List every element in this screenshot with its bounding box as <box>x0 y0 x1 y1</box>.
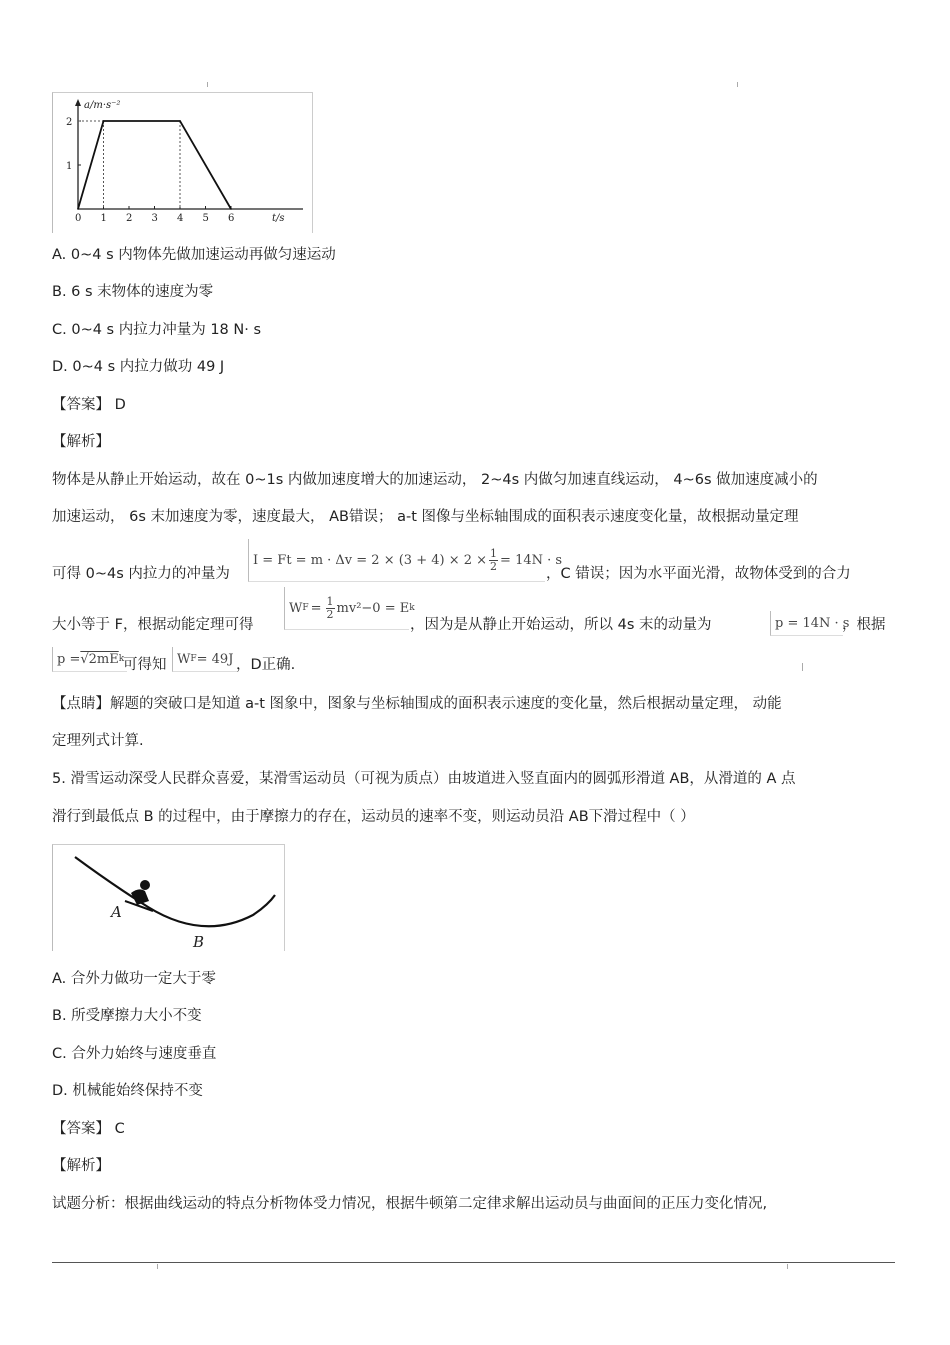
work-value-formula: W F = 49J <box>172 647 237 672</box>
q5-option-b: B. 所受摩擦力大小不变 <box>52 1008 202 1024</box>
at-graph-figure <box>52 92 313 233</box>
q4-option-d: D. 0~4 s 内拉力做功 49 J <box>52 359 225 375</box>
q4-analysis-line: 加速运动， 6s 末加速度为零，速度最大， AB错误； a-t 图像与坐标轴围成的面积表示速度变化量，故根据动量定理 <box>52 509 799 525</box>
q5-analysis-line: 试题分析：根据曲线运动的特点分析物体受力情况，根据牛顿第二定律求解出运动员与曲面间的正压力变化情况, <box>52 1196 768 1212</box>
q4-analysis-line: ，根据 <box>842 617 886 633</box>
q5-option-c: C. 合外力始终与速度垂直 <box>52 1046 217 1062</box>
q5-stem-line: 5. 滑雪运动深受人民群众喜爱，某滑雪运动员（可视为质点）由坡道进入竖直面内的圆弧形滑道 AB，从滑道的 A 点 <box>52 771 796 787</box>
series-line <box>78 121 231 209</box>
label-b: B <box>193 933 205 951</box>
ski-track-diagram <box>53 845 284 951</box>
page-mark <box>207 82 208 87</box>
q4-tip-line: 定理列式计算. <box>52 733 144 749</box>
data-point <box>77 208 79 210</box>
q4-option-b: B. 6 s 末物体的速度为零 <box>52 284 214 300</box>
data-point <box>179 120 181 122</box>
page-mark <box>787 1264 788 1269</box>
circular-track <box>75 857 275 926</box>
x-tick-label: 2 <box>126 213 133 224</box>
ski-track-figure <box>52 844 285 951</box>
y-tick-label: 1 <box>66 161 73 172</box>
momentum-formula: p = 14N · s <box>770 611 843 636</box>
q4-analysis-line: ，D正确. <box>236 657 296 673</box>
y-axis-arrow <box>75 99 81 106</box>
y-axis-label: a/m·s⁻² <box>84 100 121 111</box>
data-point <box>230 208 232 210</box>
x-tick-label: 4 <box>177 213 184 224</box>
x-tick-label: 6 <box>228 213 235 224</box>
x-tick-label: 1 <box>100 213 107 224</box>
x-tick-label: 5 <box>202 213 209 224</box>
q4-analysis-line: 物体是从静止开始运动，故在 0~1s 内做加速度增大的加速运动， 2~4s 内做匀加速直线运动， 4~6s 做加速度减小的 <box>52 472 818 488</box>
q5-answer: 【答案】 C <box>52 1121 125 1137</box>
q4-analysis-line: ，C 错误；因为水平面光滑，故物体受到的合力 <box>546 566 851 582</box>
page-mark <box>802 663 803 671</box>
q4-tip-line: 【点睛】解题的突破口是知道 a-t 图象中，图象与坐标轴围成的面积表示速度的变化量，然后根据动量定理， 动能 <box>52 696 782 712</box>
q4-analysis-line: 可得知 <box>123 657 167 673</box>
q4-option-c: C. 0~4 s 内拉力冲量为 18 N· s <box>52 322 262 338</box>
q4-analysis-line: 大小等于 F，根据动能定理可得 <box>52 617 254 633</box>
q4-answer: 【答案】 D <box>52 397 126 413</box>
q4-analysis-heading: 【解析】 <box>52 434 110 450</box>
x-axis-label: t/s <box>272 213 285 224</box>
momentum-energy-formula: p = √2mE k <box>52 647 127 672</box>
page-mark <box>737 82 738 87</box>
footer-rule <box>52 1262 895 1263</box>
at-graph <box>53 93 312 233</box>
q4-option-a: A. 0~4 s 内物体先做加速运动再做匀速运动 <box>52 247 336 263</box>
y-tick-label: 2 <box>66 117 73 128</box>
q5-stem-line: 滑行到最低点 B 的过程中，由于摩擦力的存在，运动员的速率不变，则运动员沿 AB下滑过程中（ ） <box>52 809 695 825</box>
data-point <box>103 120 105 122</box>
q5-option-a: A. 合外力做功一定大于零 <box>52 971 216 987</box>
x-tick-label: 0 <box>75 213 82 224</box>
q4-analysis-line: ，因为是从静止开始运动，所以 4s 末的动量为 <box>410 617 712 633</box>
q5-analysis-heading: 【解析】 <box>52 1158 110 1174</box>
work-energy-formula: W F = $\frac{1}{2}$ mv²−0 = E k <box>284 587 409 630</box>
page-mark <box>157 1264 158 1269</box>
q4-analysis-line: 可得 0~4s 内拉力的冲量为 <box>52 566 230 582</box>
x-tick-label: 3 <box>151 213 158 224</box>
impulse-formula: I = Ft = m · Δv = 2 × (3 + 4) × 2 × $\frac{1}{2}$ = 14N · s <box>248 539 545 582</box>
label-a: A <box>111 903 122 921</box>
q5-option-d: D. 机械能始终保持不变 <box>52 1083 203 1099</box>
